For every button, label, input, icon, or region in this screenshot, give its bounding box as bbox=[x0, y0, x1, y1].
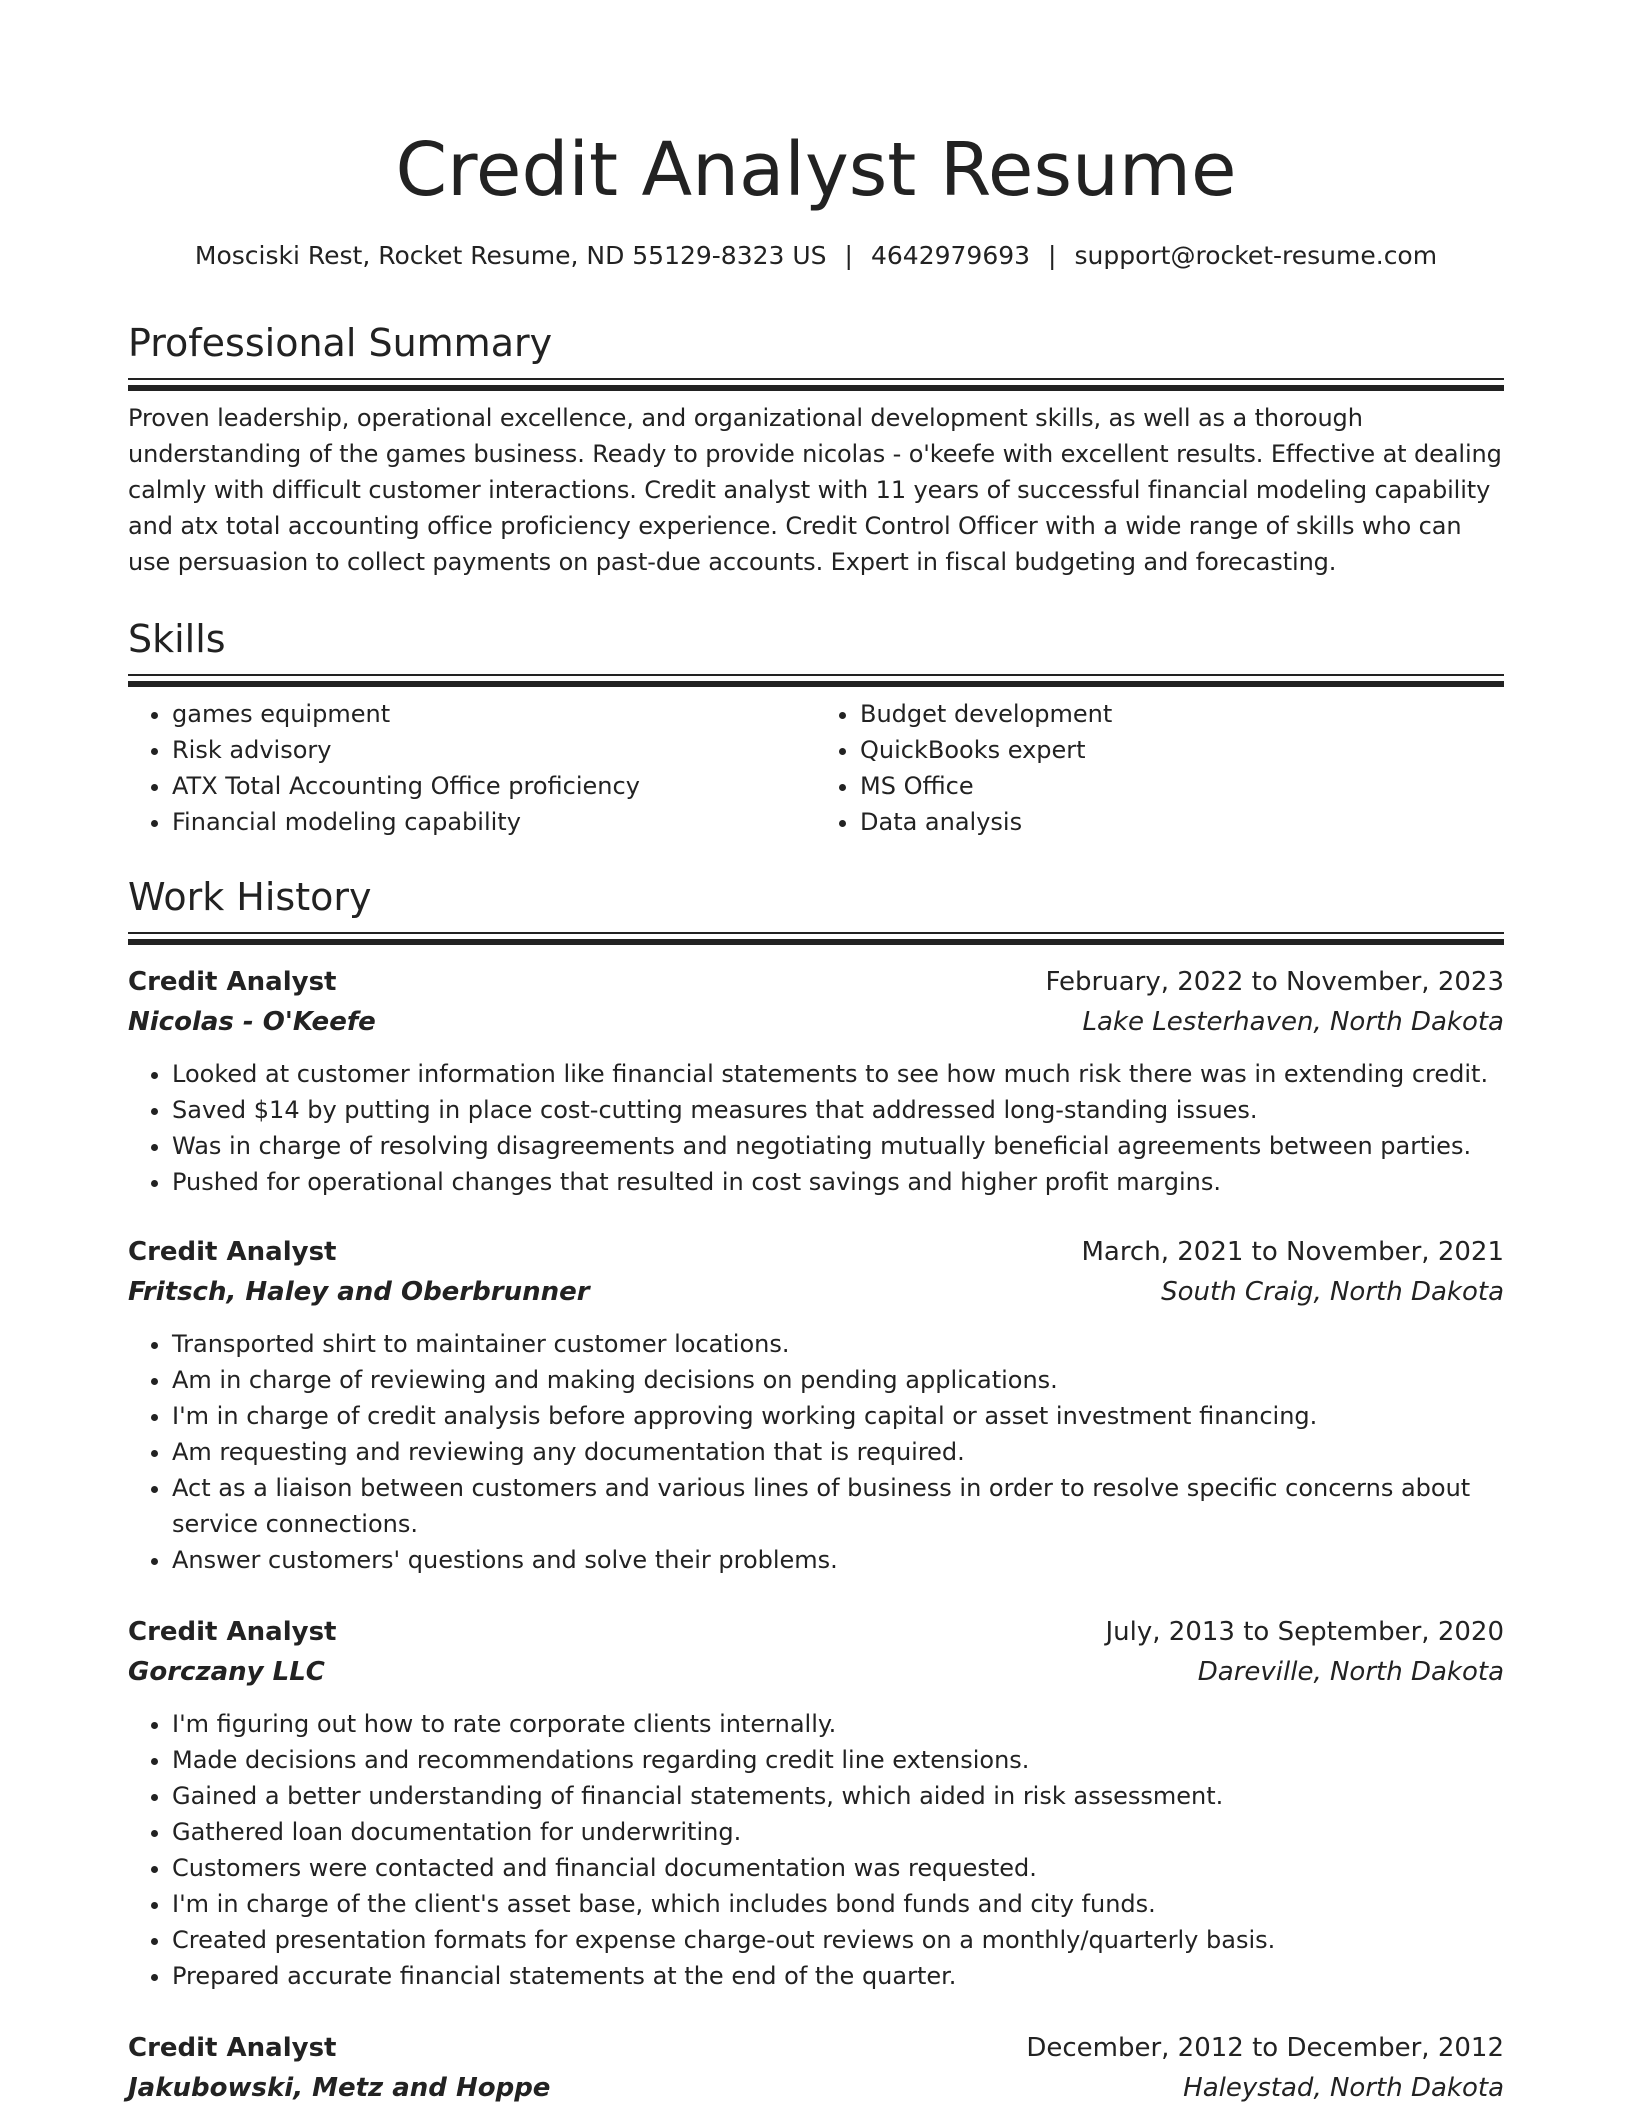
job-entry bbox=[128, 1232, 1504, 1578]
job-company-row bbox=[128, 1652, 1504, 1692]
job-bullet: • Pushed for operational changes that resulted in cost savings and higher profit margins. bbox=[172, 1164, 1504, 1200]
skill-item: • Financial modeling capability bbox=[172, 804, 816, 840]
job-company-row bbox=[128, 1002, 1504, 1042]
job-bullet: • Customers were contacted and financial documentation was requested. bbox=[172, 1850, 1504, 1886]
job-title: Credit Analyst bbox=[128, 2033, 337, 2063]
job-dates: December, 2012 to December, 2012 bbox=[1026, 2033, 1504, 2063]
section-divider bbox=[128, 932, 1504, 946]
job-bullet: • Was in charge of resolving disagreements and negotiating mutually beneficial agreements between parties. bbox=[172, 1128, 1504, 1164]
job-title: Credit Analyst bbox=[128, 1237, 337, 1267]
skills-column-left bbox=[128, 696, 816, 840]
section-heading: Professional Summary bbox=[128, 321, 553, 365]
job-dates: July, 2013 to September, 2020 bbox=[1105, 1617, 1504, 1647]
job-bullets bbox=[128, 1706, 1504, 1994]
job-bullet: • Am in charge of reviewing and making decisions on pending applications. bbox=[172, 1362, 1504, 1398]
job-bullet: • Prepared accurate financial statements at the end of the quarter. bbox=[172, 1958, 1504, 1994]
job-location: Lake Lesterhaven, North Dakota bbox=[1082, 1007, 1504, 1037]
summary-text: Proven leadership, operational excellence, and organizational development skills, as well as a thorough understanding of the games business. Ready to provide nicolas - o'keefe with excellent results. Effective at dealing calmly with difficult customer interactions. Credit analyst with 11 years of successful financial modeling capability and atx total accounting office proficiency experience. Credit Control Officer with a wide range of skills who can use persuasion to collect payments on past-due accounts. Expert in fiscal budgeting and forecasting. bbox=[128, 404, 1502, 576]
job-company: Gorczany LLC bbox=[128, 1657, 325, 1687]
skill-item: • Data analysis bbox=[860, 804, 1504, 840]
skills-grid bbox=[128, 696, 1504, 840]
section-heading: Skills bbox=[128, 617, 226, 661]
job-bullet: • Act as a liaison between customers and various lines of business in order to resolve specific concerns about service connections. bbox=[172, 1470, 1504, 1542]
job-entry bbox=[128, 962, 1504, 1200]
section-divider bbox=[128, 378, 1504, 392]
job-company-row bbox=[128, 1272, 1504, 1312]
skills-list bbox=[128, 696, 816, 840]
skill-item: • Risk advisory bbox=[172, 732, 816, 768]
job-bullet: • I'm figuring out how to rate corporate clients internally. bbox=[172, 1706, 1504, 1742]
job-dates: March, 2021 to November, 2021 bbox=[1081, 1237, 1504, 1267]
job-location: South Craig, North Dakota bbox=[1161, 1277, 1504, 1307]
skill-item: • games equipment bbox=[172, 696, 816, 732]
job-bullet: • Made decisions and recommendations regarding credit line extensions. bbox=[172, 1742, 1504, 1778]
job-bullets bbox=[128, 1056, 1504, 1200]
contact-separator: | bbox=[1048, 241, 1057, 270]
skill-item: • QuickBooks expert bbox=[860, 732, 1504, 768]
section-work-history bbox=[128, 872, 1504, 946]
job-bullet: • Gained a better understanding of financial statements, which aided in risk assessment. bbox=[172, 1778, 1504, 1814]
contact-line bbox=[128, 238, 1504, 274]
job-header-row bbox=[128, 1612, 1504, 1652]
contact-phone: 4642979693 bbox=[870, 241, 1031, 270]
job-bullet: • I'm in charge of credit analysis before approving working capital or asset investment financing. bbox=[172, 1398, 1504, 1434]
skill-item: • Budget development bbox=[860, 696, 1504, 732]
job-header-row bbox=[128, 962, 1504, 1002]
job-header-row bbox=[128, 1232, 1504, 1272]
job-bullet: • Gathered loan documentation for underwriting. bbox=[172, 1814, 1504, 1850]
job-bullet: • Saved $14 by putting in place cost-cutting measures that addressed long-standing issues. bbox=[172, 1092, 1504, 1128]
skills-list bbox=[816, 696, 1504, 840]
skill-item: • MS Office bbox=[860, 768, 1504, 804]
job-title: Credit Analyst bbox=[128, 967, 337, 997]
section-skills bbox=[128, 614, 1504, 840]
job-location: Haleystad, North Dakota bbox=[1183, 2073, 1504, 2103]
job-bullet: • Answer customers' questions and solve their problems. bbox=[172, 1542, 1504, 1578]
skills-column-right bbox=[816, 696, 1504, 840]
job-header-row bbox=[128, 2028, 1504, 2068]
job-bullet: • Am requesting and reviewing any documentation that is required. bbox=[172, 1434, 1504, 1470]
skill-item: • ATX Total Accounting Office proficiency bbox=[172, 768, 816, 804]
job-company: Jakubowski, Metz and Hoppe bbox=[128, 2073, 551, 2103]
contact-email: support@rocket-resume.com bbox=[1074, 241, 1438, 270]
job-entry bbox=[128, 2028, 1504, 2108]
job-dates: February, 2022 to November, 2023 bbox=[1045, 967, 1504, 997]
job-bullet: • Looked at customer information like financial statements to see how much risk there was in extending credit. bbox=[172, 1056, 1504, 1092]
section-divider bbox=[128, 674, 1504, 688]
job-location: Dareville, North Dakota bbox=[1197, 1657, 1504, 1687]
section-professional-summary bbox=[128, 318, 1504, 580]
job-company: Nicolas - O'Keefe bbox=[128, 1007, 376, 1037]
section-heading: Work History bbox=[128, 875, 372, 919]
job-company-row bbox=[128, 2068, 1504, 2108]
resume-title: Credit Analyst Resume bbox=[395, 127, 1237, 213]
job-entry bbox=[128, 1612, 1504, 1994]
job-bullet: • Transported shirt to maintainer customer locations. bbox=[172, 1326, 1504, 1362]
contact-address: Mosciski Rest, Rocket Resume, ND 55129-8323 US bbox=[194, 241, 827, 270]
job-bullet: • Created presentation formats for expense charge-out reviews on a monthly/quarterly basis. bbox=[172, 1922, 1504, 1958]
job-title: Credit Analyst bbox=[128, 1617, 337, 1647]
contact-separator: | bbox=[844, 241, 853, 270]
job-company: Fritsch, Haley and Oberbrunner bbox=[128, 1277, 590, 1307]
job-bullets bbox=[128, 1326, 1504, 1578]
job-bullet: • I'm in charge of the client's asset base, which includes bond funds and city funds. bbox=[172, 1886, 1504, 1922]
